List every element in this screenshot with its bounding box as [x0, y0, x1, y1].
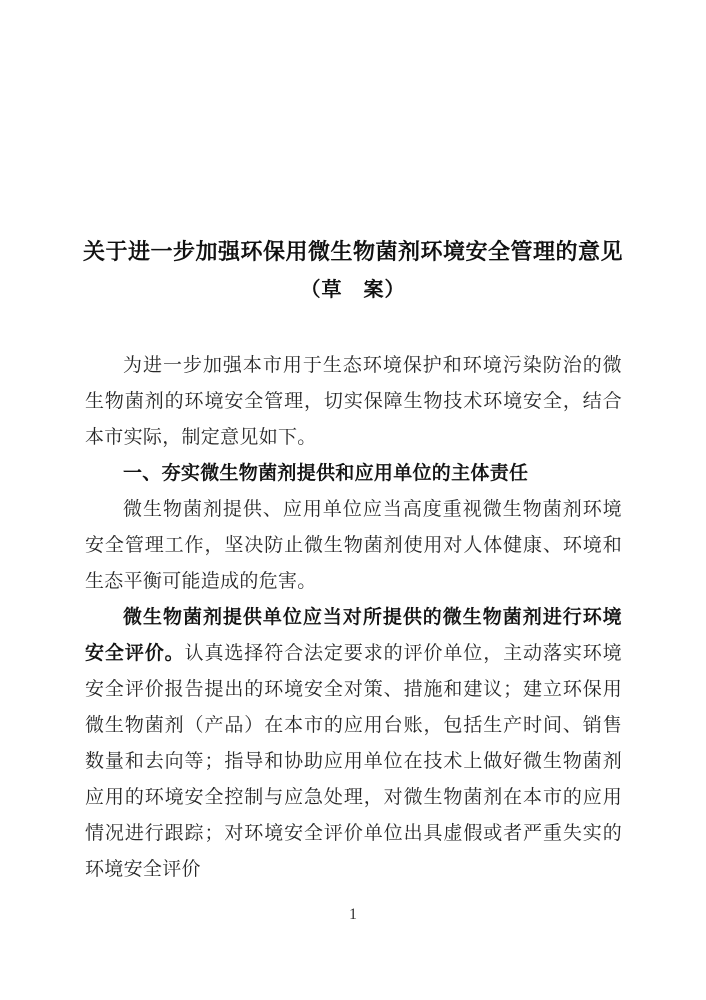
- body-paragraph: [85, 492, 622, 600]
- page-number: 1: [349, 906, 357, 923]
- text-run: 认真选择符合法定要求的评价单位，主动落实环境安全评价报告提出的环境安全对策、措施和建议；建立环保用微生物菌剂（产品）在本市的应用台账，包括生产时间、销售数量和去向等；指导和协助应用单位在技术上做好微生物菌剂应用的环境安全控制与应急处理，对微生物菌剂在本市的应用情况进行跟踪；对环境安全评价单位出具虚假或者严重失实的环境安全评价: [85, 643, 622, 880]
- bold-text-run: 微生物菌剂提供单位应当对所提供的微生物菌剂进行环境安全评价。: [85, 607, 622, 664]
- section-heading: [85, 456, 622, 492]
- document-title: 关于进一步加强环保用微生物菌剂环境安全管理的意见: [82, 239, 623, 264]
- text-run: 为进一步加强本市用于生态环境保护和环境污染防治的微生物菌剂的环境安全管理，切实保障生物技术环境安全，结合本市实际，制定意见如下。: [85, 355, 622, 448]
- document-subtitle: （草 案）: [300, 279, 406, 301]
- text-run: 微生物菌剂提供、应用单位应当高度重视微生物菌剂环境安全管理工作，坚决防止微生物菌剂使用对人体健康、环境和生态平衡可能造成的危害。: [85, 499, 622, 592]
- bold-text-run: 一、夯实微生物菌剂提供和应用单位的主体责任: [123, 463, 529, 484]
- body-paragraph: [85, 600, 622, 888]
- body-paragraph: [85, 348, 622, 456]
- document-body: [85, 348, 622, 888]
